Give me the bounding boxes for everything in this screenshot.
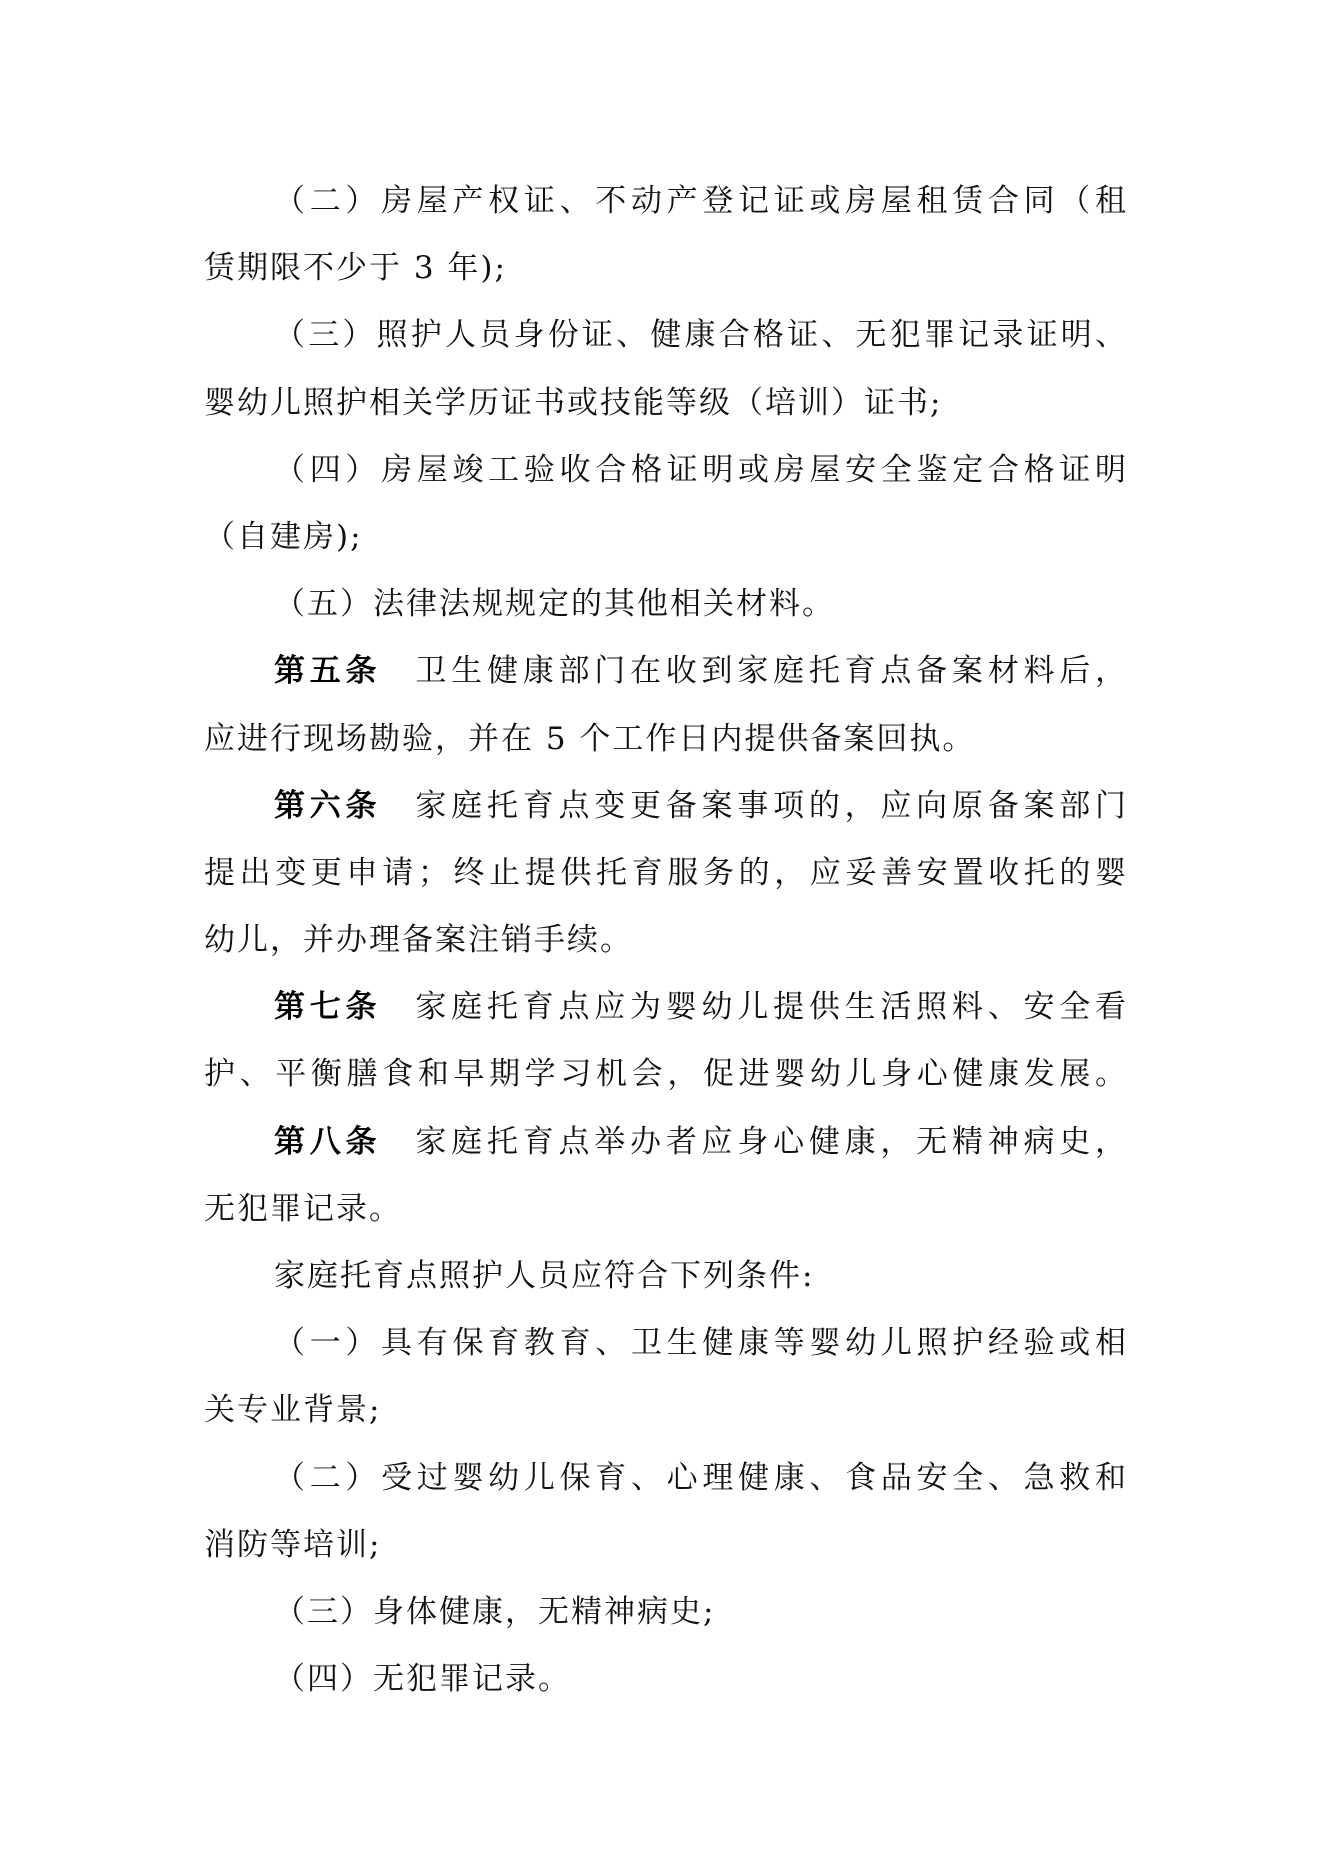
line-text: （二）受过婴幼儿保育、心理健康、食品安全、急救和 xyxy=(274,1459,1128,1496)
article-6-line xyxy=(204,773,1128,840)
line-text: 幼儿，并办理备案注销手续。 xyxy=(204,922,633,959)
document-line xyxy=(204,840,1128,907)
document-line xyxy=(204,1646,1128,1713)
line-text: 家庭托育点变更备案事项的，应向原备案部门 xyxy=(415,787,1128,824)
document-line xyxy=(204,1512,1128,1579)
line-text: 无犯罪记录。 xyxy=(204,1190,402,1227)
line-text: 消防等培训; xyxy=(204,1526,382,1563)
article-heading: 第八条 xyxy=(274,1123,382,1160)
article-5-line xyxy=(204,638,1128,705)
document-line xyxy=(204,302,1128,369)
document-line xyxy=(204,504,1128,571)
line-text: （五）法律法规规定的其他相关材料。 xyxy=(274,586,835,623)
line-text: （二）房屋产权证、不动产登记证或房屋租赁合同（租 xyxy=(274,183,1128,219)
line-text: 护、平衡膳食和早期学习机会，促进婴幼儿身心健康发展。 xyxy=(204,1056,1128,1093)
document-line xyxy=(204,907,1128,974)
document-line xyxy=(204,1579,1128,1646)
document-line xyxy=(204,168,1128,235)
line-text: 家庭托育点举办者应身心健康，无精神病史， xyxy=(415,1123,1128,1160)
line-text: （四）无犯罪记录。 xyxy=(274,1661,571,1698)
document-line xyxy=(204,370,1128,437)
line-text: 提出变更申请；终止提供托育服务的，应妥善安置收托的婴 xyxy=(204,854,1128,891)
document-line xyxy=(204,1041,1128,1108)
line-text: 卫生健康部门在收到家庭托育点备案材料后， xyxy=(415,653,1128,690)
line-text: 应进行现场勘验，并在 5 个工作日内提供备案回执。 xyxy=(204,720,976,757)
line-text: （自建房); xyxy=(204,518,363,555)
line-text: （一）具有保育教育、卫生健康等婴幼儿照护经验或相 xyxy=(274,1325,1128,1362)
article-heading: 第五条 xyxy=(274,653,382,690)
line-text: 关专业背景; xyxy=(204,1392,382,1429)
document-line xyxy=(204,1445,1128,1512)
document-line xyxy=(204,235,1128,302)
line-text: （三）身体健康，无精神病史; xyxy=(274,1593,716,1630)
line-text: 赁期限不少于 3 年); xyxy=(204,250,507,287)
article-8-line xyxy=(204,1109,1128,1176)
article-heading: 第七条 xyxy=(274,989,382,1026)
document-line xyxy=(204,706,1128,773)
document-line xyxy=(204,1243,1128,1310)
line-text: 家庭托育点照护人员应符合下列条件: xyxy=(274,1258,815,1294)
line-text: 婴幼儿照护相关学历证书或技能等级（培训）证书; xyxy=(204,384,943,421)
article-7-line xyxy=(204,974,1128,1041)
document-line xyxy=(204,437,1128,504)
document-body xyxy=(204,168,1128,1713)
document-line xyxy=(204,1310,1128,1377)
line-text: （三）照护人员身份证、健康合格证、无犯罪记录证明、 xyxy=(274,317,1128,354)
document-line xyxy=(204,1176,1128,1243)
document-line xyxy=(204,571,1128,638)
line-text: （四）房屋竣工验收合格证明或房屋安全鉴定合格证明 xyxy=(274,451,1128,488)
article-heading: 第六条 xyxy=(274,787,382,824)
line-text: 家庭托育点应为婴幼儿提供生活照料、安全看 xyxy=(415,989,1128,1026)
document-line xyxy=(204,1377,1128,1444)
